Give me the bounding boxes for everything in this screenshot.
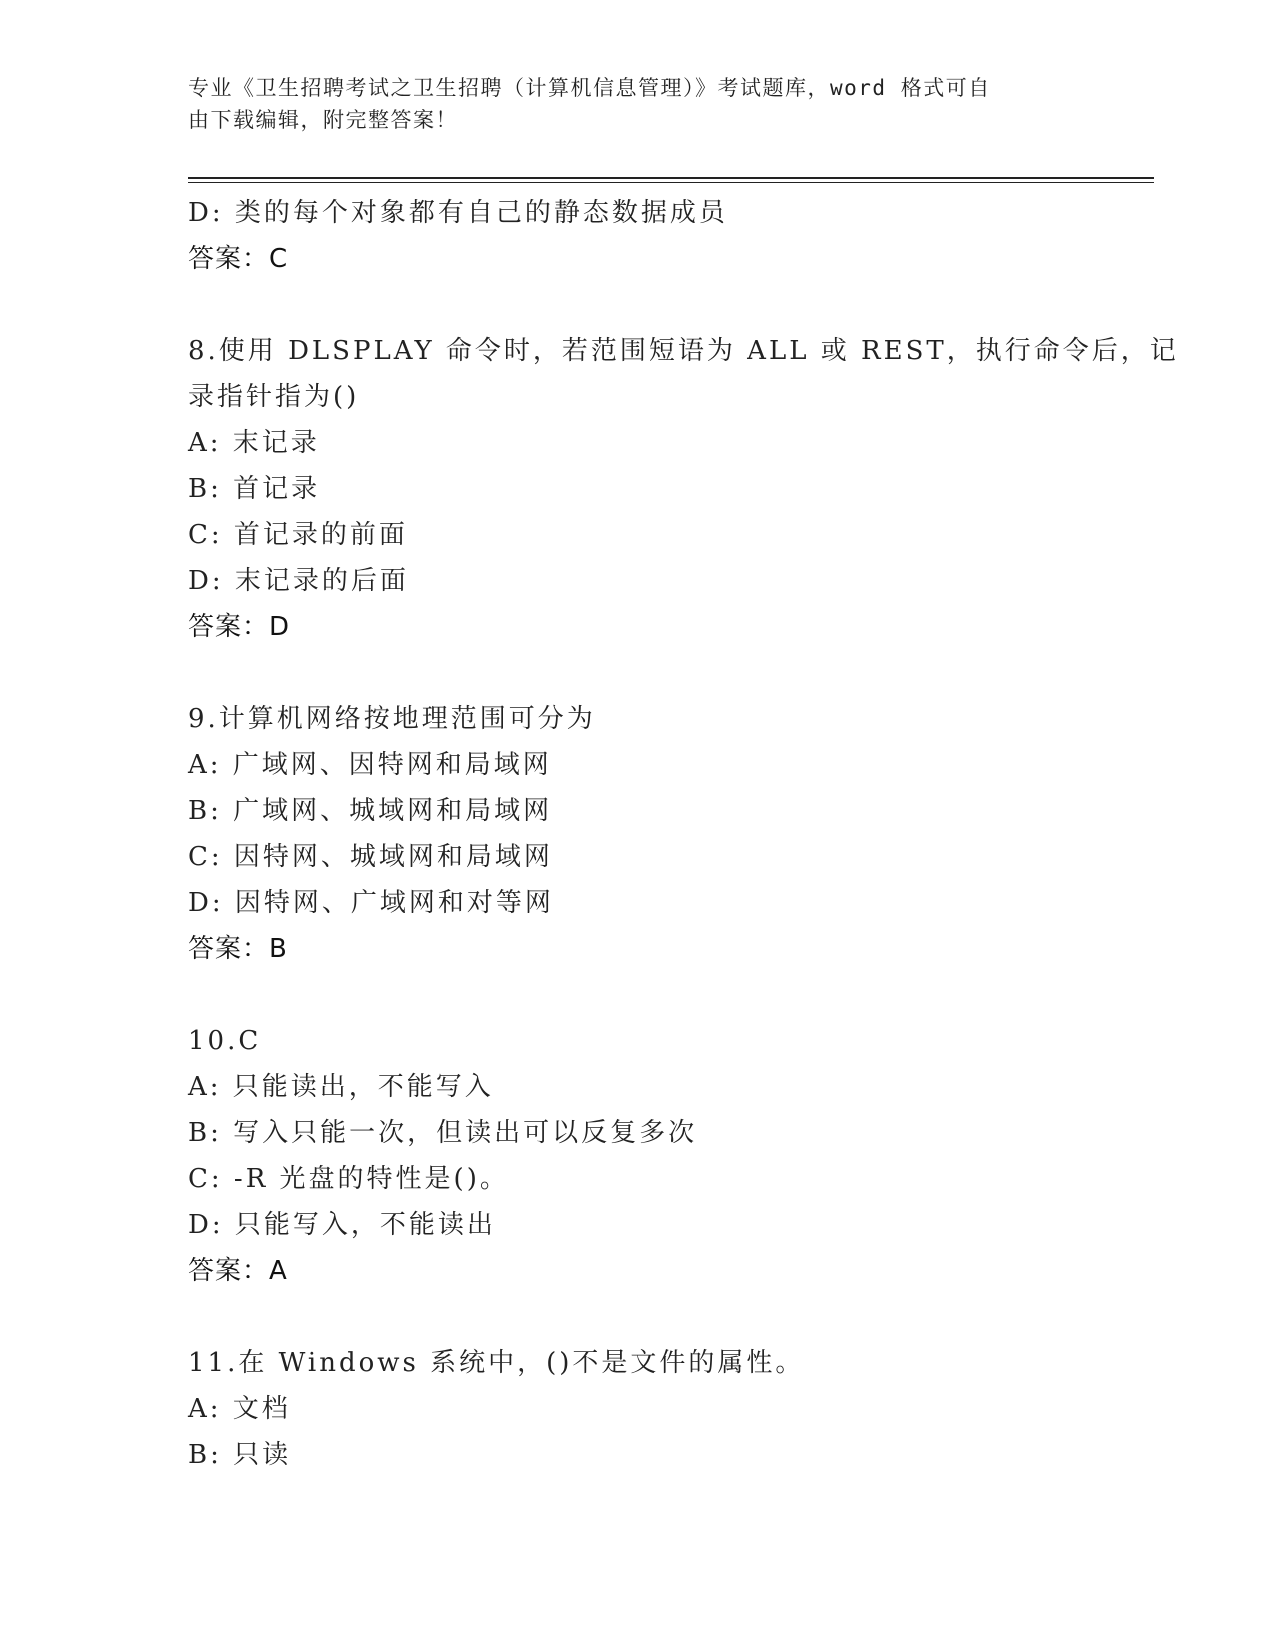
option-b: B: 首记录 bbox=[188, 474, 321, 504]
header-line-1: 专业《卫生招聘考试之卫生招聘（计算机信息管理）》考试题库，word 格式可自 bbox=[188, 76, 991, 100]
question-9 bbox=[188, 696, 1088, 972]
option-d: D: 只能写入，不能读出 bbox=[188, 1210, 496, 1240]
option-b: B: 写入只能一次，但读出可以反复多次 bbox=[188, 1118, 698, 1148]
question-list bbox=[188, 190, 1179, 1478]
header-line-2: 由下载编辑，附完整答案！ bbox=[188, 108, 458, 132]
question-11 bbox=[188, 1340, 1088, 1478]
option-a: A: 末记录 bbox=[188, 428, 320, 458]
question-10 bbox=[188, 1018, 1088, 1294]
option-a: A: 文档 bbox=[188, 1394, 291, 1424]
option-d: D: 类的每个对象都有自己的静态数据成员 bbox=[188, 198, 728, 228]
option-c: C: 因特网、城域网和局域网 bbox=[188, 842, 553, 872]
option-d: D: 因特网、广域网和对等网 bbox=[188, 888, 554, 918]
option-b: B: 广域网、城域网和局域网 bbox=[188, 796, 553, 826]
option-d: D: 末记录的后面 bbox=[188, 566, 409, 596]
header-divider-thick bbox=[188, 177, 1154, 179]
answer-line: 答案：A bbox=[188, 1256, 288, 1286]
question-title: 11.在 Windows 系统中，()不是文件的属性。 bbox=[188, 1348, 805, 1378]
option-a: A: 广域网、因特网和局域网 bbox=[188, 750, 552, 780]
option-a: A: 只能读出，不能写入 bbox=[188, 1072, 494, 1102]
option-c: C: 首记录的前面 bbox=[188, 520, 408, 550]
header-divider-thin bbox=[188, 182, 1154, 183]
option-c: C: -R 光盘的特性是()。 bbox=[188, 1164, 509, 1194]
question-title: 9.计算机网络按地理范围可分为 bbox=[188, 704, 596, 734]
option-b: B: 只读 bbox=[188, 1440, 292, 1470]
question-title: 8.使用 DLSPLAY 命令时，若范围短语为 ALL 或 REST，执行命令后，记 bbox=[188, 336, 1179, 366]
answer-line: 答案：D bbox=[188, 612, 291, 642]
answer-line: 答案：B bbox=[188, 934, 288, 964]
document-header bbox=[188, 72, 1088, 136]
question-title-cont: 录指针指为() bbox=[188, 382, 360, 412]
question-title: 10.C bbox=[188, 1026, 262, 1056]
answer-line: 答案：C bbox=[188, 244, 289, 274]
question-8 bbox=[188, 328, 1179, 650]
